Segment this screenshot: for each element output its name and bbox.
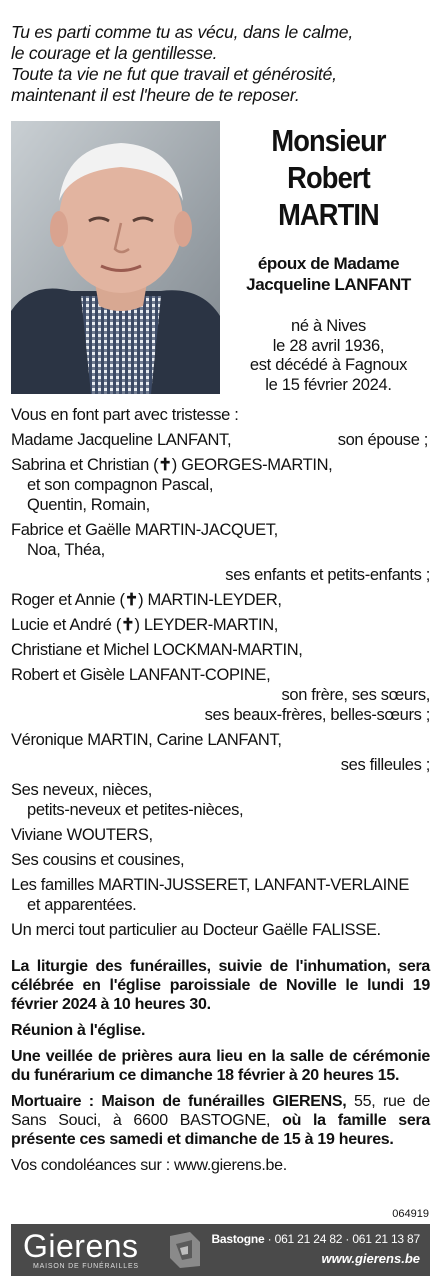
cross-icon: ✝ <box>120 616 135 634</box>
deceased-last-name: MARTIN <box>278 197 379 232</box>
sibling3-name: Christiane et Michel LOCKMAN-MARTIN, <box>11 641 303 659</box>
sibling-role: son frère, ses sœurs, <box>281 686 430 704</box>
liturgy-text: La liturgie des funérailles, suivie de l'inhumation, sera célébrée en l'église paroissiale de Noville le lundi 19 février 2024 à 10 heures 30. <box>11 958 430 1013</box>
footer-phones: · 061 21 24 82 · 061 21 13 87 <box>264 1232 420 1246</box>
godchildren-role: ses filleules ; <box>340 756 430 774</box>
birth-place: né à Nives <box>291 317 366 335</box>
child1-name: Sabrina et Christian ( <box>11 456 159 474</box>
death-place: est décédé à Fagnoux <box>249 356 408 374</box>
thanks-line: Un merci tout particulier au Docteur Gaëlle FALISSE. <box>11 921 381 939</box>
logo-mark-icon <box>166 1230 204 1270</box>
poem-line: maintenant il est l'heure de te reposer. <box>11 85 300 105</box>
family-row <box>11 590 430 610</box>
families-line: et apparentées. <box>27 896 137 914</box>
child1-kids: Quentin, Romain, <box>27 496 150 514</box>
nephews-line: petits-neveux et petites-nièces, <box>27 801 244 819</box>
family-list <box>11 405 430 940</box>
spouse-info <box>228 253 429 295</box>
meeting-text: Réunion à l'église. <box>11 1022 146 1039</box>
child1-partner: et son compagnon Pascal, <box>27 476 214 494</box>
poem-line: Toute ta vie ne fut que travail et générosité, <box>11 64 337 84</box>
funeral-home-footer <box>11 1224 430 1276</box>
footer-city: Bastogne <box>211 1232 265 1246</box>
child2-name: Fabrice et Gaëlle MARTIN-JACQUET, <box>11 521 278 539</box>
portrait-photo <box>11 121 220 394</box>
death-date: le 15 février 2024. <box>265 375 392 394</box>
cross-icon: ✝ <box>124 591 139 609</box>
funeral-info <box>11 957 430 1182</box>
children-role: ses enfants et petits-enfants ; <box>225 566 430 584</box>
birth-date: le 28 avril 1936, <box>272 336 385 355</box>
child1-surname: ) GEORGES-MARTIN, <box>171 456 333 474</box>
reference-number: 064919 <box>392 1208 429 1220</box>
condolences-text: Vos condoléances sur : www.gierens.be. <box>11 1157 287 1174</box>
wife-name: Madame Jacqueline LANFANT, <box>11 431 232 449</box>
portrait-image <box>11 121 220 394</box>
mortuary-name: Mortuaire : Maison de funérailles GIERENS, <box>11 1093 347 1110</box>
families-line: Les familles MARTIN-JUSSERET, LANFANT-VERLAINE <box>11 876 410 894</box>
deceased-first-name: Robert <box>287 160 370 195</box>
mortuary-address: 55, rue de Sans Souci, à 6600 BASTOGNE, <box>11 1093 430 1129</box>
deceased-title: Monsieur <box>271 123 386 158</box>
sibling4-name: Robert et Gisèle LANFANT-COPINE, <box>11 666 271 684</box>
family-intro: Vous en font part avec tristesse : <box>11 406 239 424</box>
viviane-line: Viviane WOUTERS, <box>11 826 153 844</box>
vigil-text: Une veillée de prières aura lieu en la salle de cérémonie du funérarium ce dimanche 18 février à 20 heures 15. <box>11 1048 430 1084</box>
poem <box>11 22 431 106</box>
sibling2-surname: ) LEYDER-MARTIN, <box>134 616 278 634</box>
spouse-line: Jacqueline LANFANT <box>246 275 411 294</box>
in-law-role: ses beaux-frères, belles-sœurs ; <box>204 706 430 724</box>
family-row <box>11 430 430 450</box>
godchildren-names: Véronique MARTIN, Carine LANFANT, <box>11 731 282 749</box>
sibling1-name: Roger et Annie ( <box>11 591 125 609</box>
family-row <box>11 615 430 635</box>
family-row <box>11 455 430 475</box>
poem-line: le courage et la gentillesse. <box>11 43 218 63</box>
spouse-line: époux de Madame <box>257 254 400 273</box>
cousins-line: Ses cousins et cousines, <box>11 851 185 869</box>
nephews-line: Ses neveux, nièces, <box>11 781 153 799</box>
brand-subtitle: MAISON DE FUNÉRAILLES <box>33 1263 139 1270</box>
child2-kids: Noa, Théa, <box>27 541 105 559</box>
deceased-name <box>228 122 429 233</box>
wife-role: son épouse ; <box>337 431 428 449</box>
brand-logo-text: Gierens <box>23 1228 139 1264</box>
mortuary-text <box>11 1092 430 1149</box>
footer-website-link[interactable]: www.gierens.be <box>321 1251 420 1266</box>
poem-line: Tu es parti comme tu as vécu, dans le calme, <box>11 22 353 42</box>
footer-contact <box>211 1232 420 1246</box>
sibling2-name: Lucie et André ( <box>11 616 121 634</box>
cross-icon: ✝ <box>158 456 172 474</box>
sibling1-surname: ) MARTIN-LEYDER, <box>138 591 282 609</box>
birth-death-info <box>228 317 429 395</box>
mortuary-hours: où la famille sera présente ces samedi et dimanche de 15 à 19 heures. <box>11 1112 430 1148</box>
